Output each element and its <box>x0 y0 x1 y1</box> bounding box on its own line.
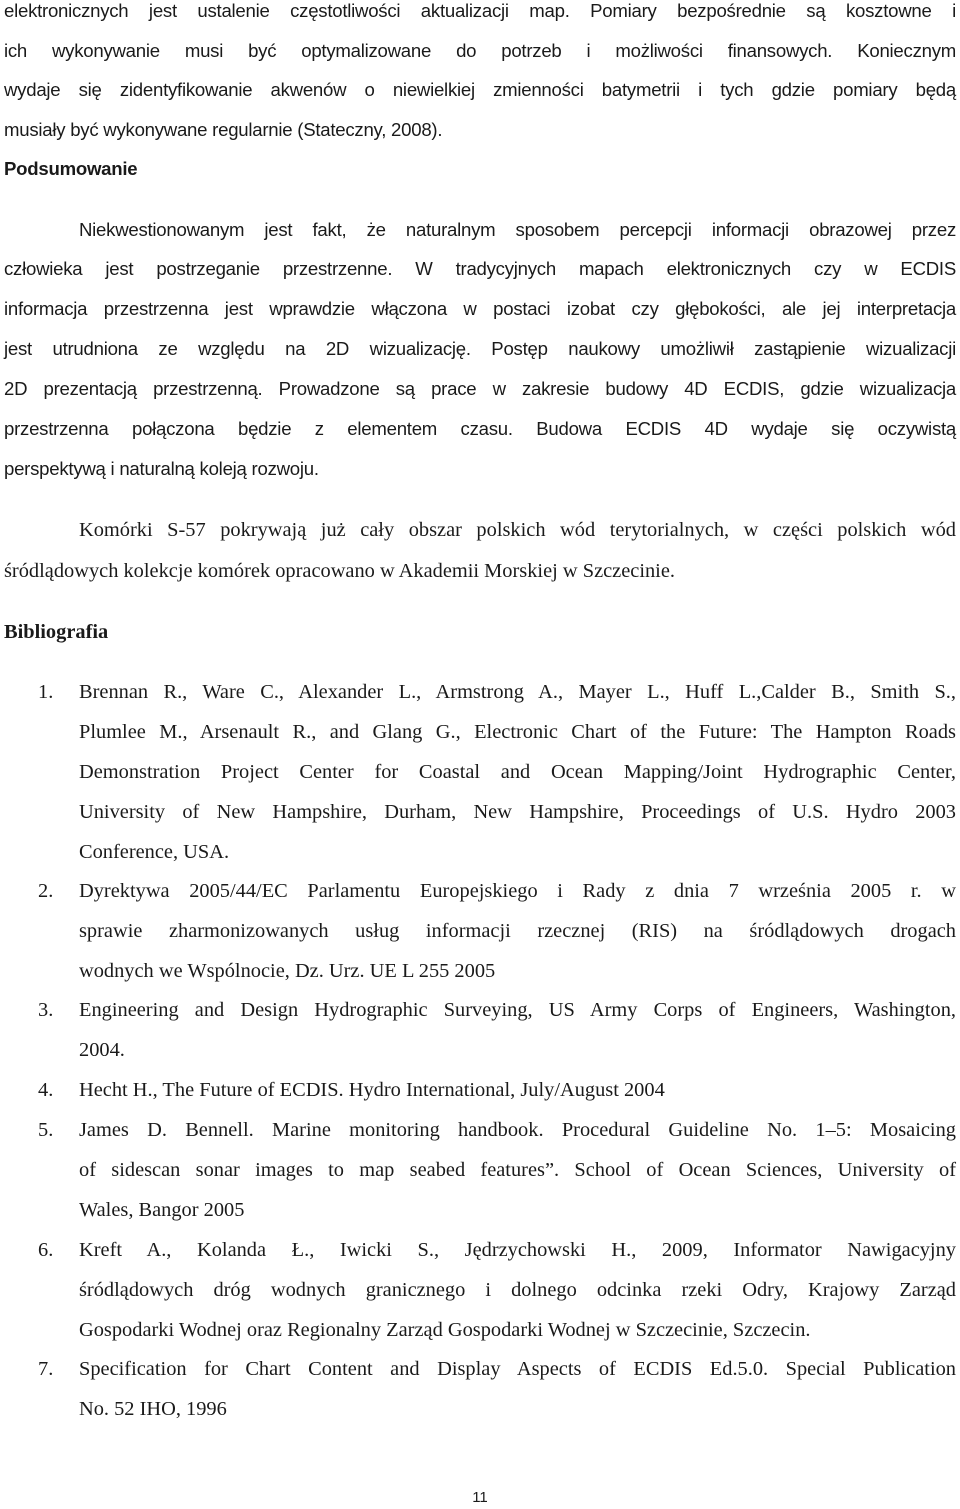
page-number: 11 <box>472 1489 488 1506</box>
summary-line: 2D prezentacją przestrzenną. Prowadzone są prace w zakresie budowy 4D ECDIS, gdzie wizualizacja <box>4 378 956 399</box>
item-line: University of New Hampshire, Durham, New Hampshire, Proceedings of U.S. Hydro 2003 <box>79 801 956 823</box>
item-line: Conference, USA. <box>79 841 230 863</box>
summary-line: perspektywą i naturalną koleją rozwoju. <box>4 458 319 479</box>
section-heading-summary: Podsumowanie <box>4 158 138 179</box>
item-line: Hecht H., The Future of ECDIS. Hydro International, July/August 2004 <box>79 1079 665 1101</box>
item-number: 7. <box>38 1358 54 1380</box>
intro-line: ich wykonywanie musi być optymalizowane do potrzeb i możliwości finansowych. Koniecznym <box>4 40 956 61</box>
item-line: Demonstration Project Center for Coastal and Ocean Mapping/Joint Hydrographic Center, <box>79 761 956 783</box>
item-line: Specification for Chart Content and Display Aspects of ECDIS Ed.5.0. Special Publication <box>79 1358 956 1380</box>
item-line: Brennan R., Ware C., Alexander L., Armstrong A., Mayer L., Huff L.,Calder B., Smith S., <box>79 681 956 703</box>
item-line: of sidescan sonar images to map seabed features”. School of Ocean Sciences, University of <box>79 1159 956 1181</box>
summary-line: Komórki S-57 pokrywają już cały obszar polskich wód terytorialnych, w części polskich wód <box>79 519 956 541</box>
summary-line: informacja przestrzenna jest wprawdzie włączona w postaci izobat czy głębokości, ale jej interpretacja <box>4 298 956 319</box>
item-line: 2004. <box>79 1039 125 1061</box>
item-number: 1. <box>38 681 54 703</box>
intro-line: musiały być wykonywane regularnie (Stateczny, 2008). <box>4 119 443 140</box>
item-line: sprawie zharmonizowanych usług informacji rzecznej (RIS) na śródlądowych drogach <box>79 920 956 942</box>
item-line: Kreft A., Kolanda Ł., Iwicki S., Jędrzychowski H., 2009, Informator Nawigacyjny <box>79 1239 956 1261</box>
item-number: 6. <box>38 1239 54 1261</box>
item-line: Plumlee M., Arsenault R., and Glang G., Electronic Chart of the Future: The Hampton Roads <box>79 721 956 743</box>
item-line: Dyrektywa 2005/44/EC Parlamentu Europejskiego i Rady z dnia 7 września 2005 r. w <box>79 880 956 902</box>
item-line: Engineering and Design Hydrographic Surveying, US Army Corps of Engineers, Washington, <box>79 999 956 1021</box>
summary-line: Niekwestionowanym jest fakt, że naturalnym sposobem percepcji informacji obrazowej przez <box>79 219 956 240</box>
item-line: No. 52 IHO, 1996 <box>79 1398 227 1420</box>
item-number: 5. <box>38 1119 54 1141</box>
summary-line: jest utrudniona ze względu na 2D wizualizację. Postęp naukowy umożliwił zastąpienie wizualizacji <box>4 338 956 359</box>
item-line: Gospodarki Wodnej oraz Regionalny Zarząd Gospodarki Wodnej w Szczecinie, Szczecin. <box>79 1319 811 1341</box>
item-line: śródlądowych dróg wodnych granicznego i dolnego odcinka rzeki Odry, Krajowy Zarząd <box>79 1279 956 1301</box>
intro-line: wydaje się zidentyfikowanie akwenów o niewielkiej zmienności batymetrii i tych gdzie pomiary będą <box>4 79 956 100</box>
item-line: Wales, Bangor 2005 <box>79 1199 245 1221</box>
item-number: 3. <box>38 999 54 1021</box>
item-number: 4. <box>38 1079 54 1101</box>
intro-line: elektronicznych jest ustalenie częstotliwości aktualizacji map. Pomiary bezpośrednie są kosztowne i <box>4 0 956 21</box>
item-line: wodnych we Wspólnocie, Dz. Urz. UE L 255 2005 <box>79 960 496 982</box>
section-heading-bibliography: Bibliografia <box>4 621 109 643</box>
item-line: James D. Bennell. Marine monitoring handbook. Procedural Guideline No. 1–5: Mosaicing <box>79 1119 956 1141</box>
item-number: 2. <box>38 880 54 902</box>
summary-line: człowieka jest postrzeganie przestrzenne. W tradycyjnych mapach elektronicznych czy w ECDIS <box>4 258 956 279</box>
summary-line: śródlądowych kolekcje komórek opracowano w Akademii Morskiej w Szczecinie. <box>4 560 675 582</box>
summary-line: przestrzenna połączona będzie z elementem czasu. Budowa ECDIS 4D wydaje się oczywistą <box>4 418 956 439</box>
